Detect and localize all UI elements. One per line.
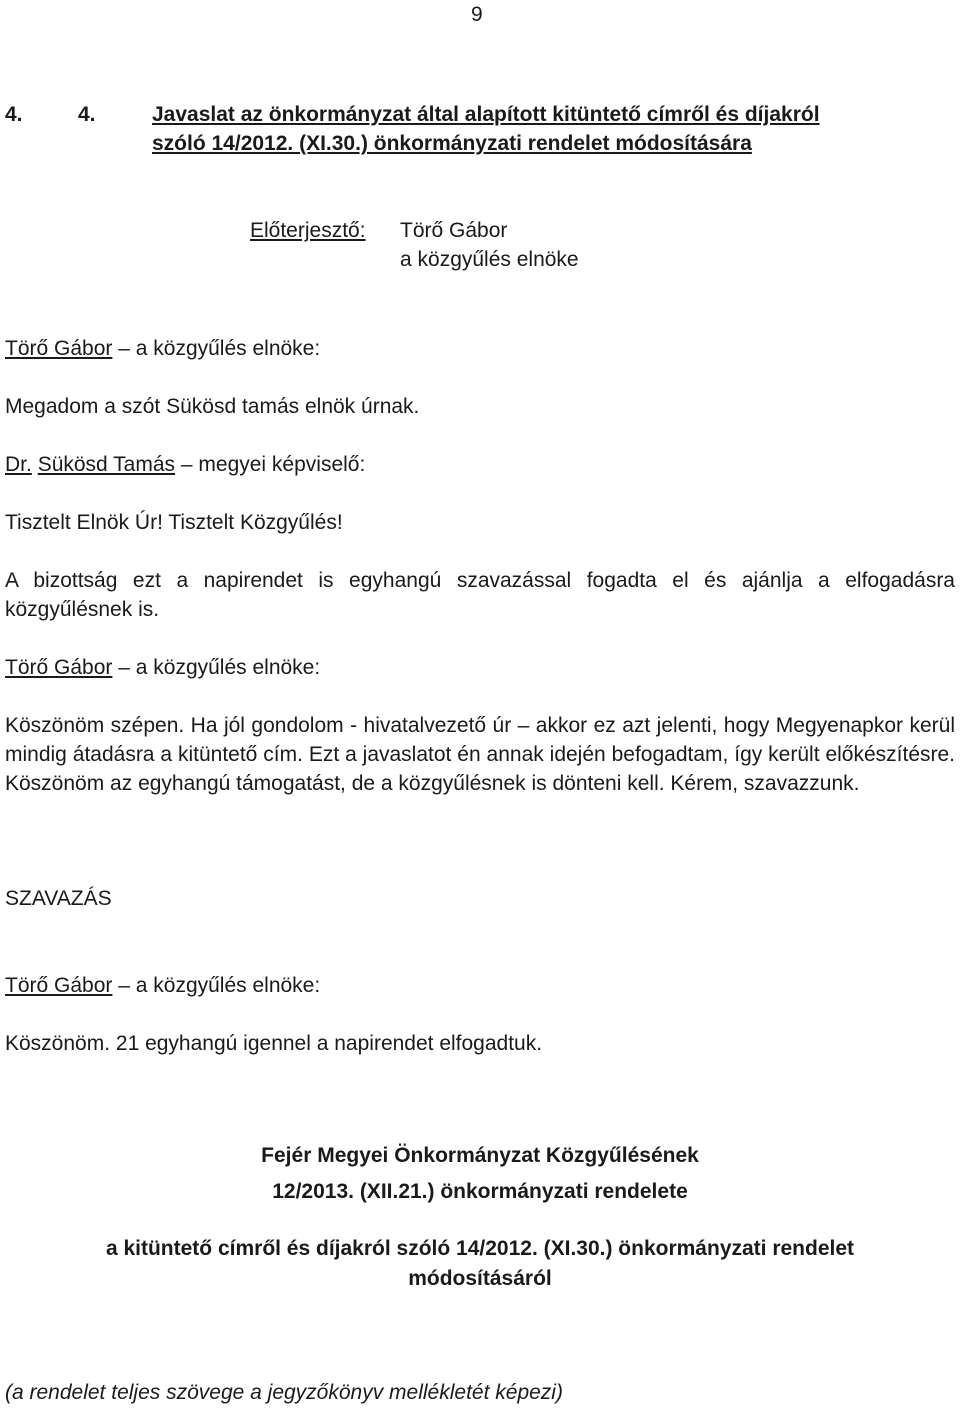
speaker-heading [5,334,320,363]
speaker-role: – megyei képviselő: [180,453,366,476]
agenda-subnumber: 4. [78,103,96,126]
decree-subject-line-1: a kitüntető címről és díjakról szóló 14/2012. (XI.30.) önkormányzati rendelet [105,1237,855,1260]
speaker-prefix: Dr. [5,453,32,476]
decree-title-line-1: Fejér Megyei Önkormányzat Közgyűlésének [261,1144,699,1167]
speech-text: Tisztelt Elnök Úr! Tisztelt Közgyűlés! [5,511,343,534]
vote-heading: SZAVAZÁS [5,887,112,910]
speech-text: Megadom a szót Sükösd tamás elnök úrnak. [5,395,420,418]
speaker-name: Sükösd Tamás [37,453,176,476]
speaker-heading [5,971,320,1000]
agenda-title-line-1: Javaslat az önkormányzat által alapított kitüntető címről és díjakról [152,103,820,126]
agenda-title-line-2: szóló 14/2012. (XI.30.) önkormányzati rendelet módosítására [152,132,752,155]
presenter-name: Törő Gábor [400,219,508,242]
speech-paragraph: Köszönöm szépen. Ha jól gondolom - hivatalvezető úr – akkor ez azt jelenti, hogy Megyenapkor kerül mindig átadásra a kitüntető cím. Ezt a javaslatot én annak idején befogadtam, így került előkészítésre. Köszönöm az egyhangú támogatást, de a közgyűlésnek is dönteni kell. Kérem, szavazzunk. [5,714,955,795]
page-number: 9 [471,3,483,26]
speaker-name: Törő Gábor [5,337,113,360]
speaker-role: – a közgyűlés elnöke: [118,974,321,997]
decree-title-line-2: 12/2013. (XII.21.) önkormányzati rendelete [272,1180,688,1203]
speaker-name: Törő Gábor [5,974,113,997]
presenter-label: Előterjesztő: [250,219,366,242]
speech-text: Köszönöm. 21 egyhangú igennel a napirendet elfogadtuk. [5,1032,543,1055]
speaker-heading [5,653,320,682]
speaker-name: Törő Gábor [5,656,113,679]
speaker-role: – a közgyűlés elnöke: [118,337,321,360]
speaker-heading [5,450,365,479]
agenda-number: 4. [5,103,23,126]
footnote: (a rendelet teljes szövege a jegyzőkönyv mellékletét képezi) [5,1381,563,1404]
decree-subject-line-2: módosításáról [408,1267,552,1290]
speech-paragraph: A bizottság ezt a napirendet is egyhangú szavazással fogadta el és ajánlja a elfogadásra közgyűlésnek is. [5,569,955,621]
presenter-role: a közgyűlés elnöke [400,248,579,271]
speaker-role: – a közgyűlés elnöke: [118,656,321,679]
